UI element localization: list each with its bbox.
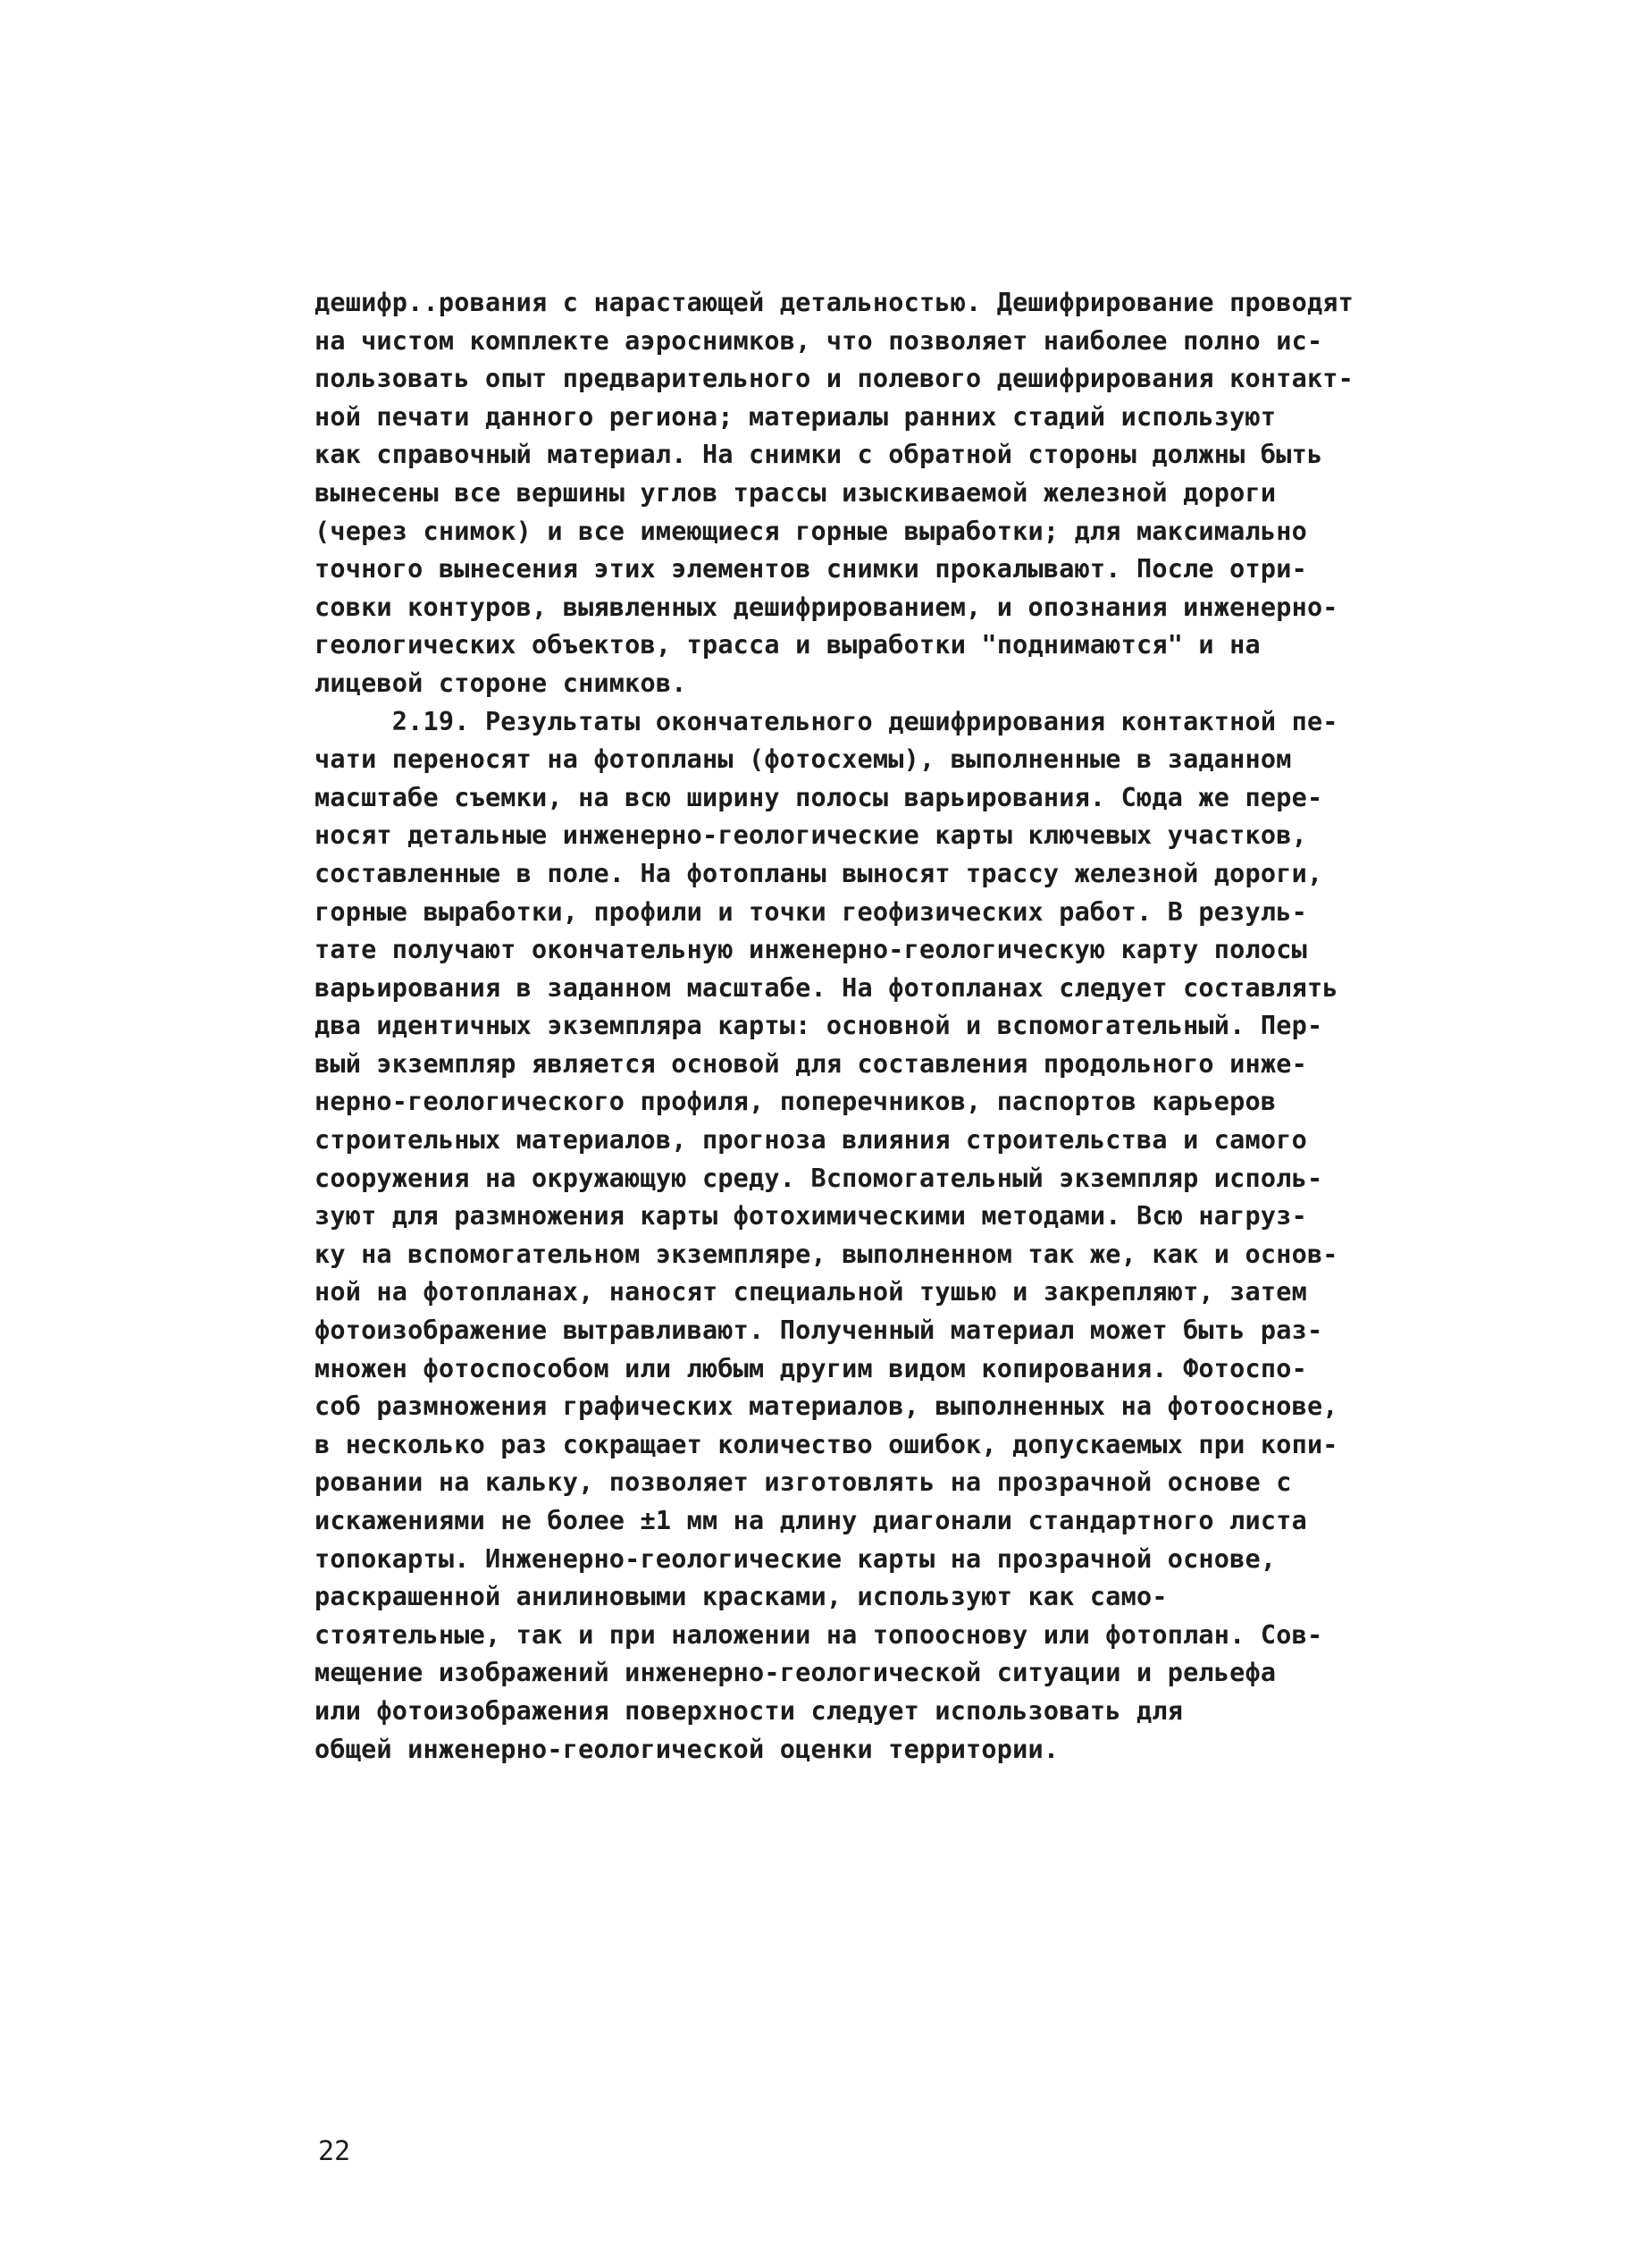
text-line: горные выработки, профили и точки геофизических работ. В резуль- <box>314 896 1307 927</box>
text-line: или фотоизображения поверхности следует использовать для <box>314 1695 1184 1726</box>
text-line: лицевой стороне снимков. <box>314 668 687 698</box>
text-line: стоятельные, так и при наложении на топооснову или фотоплан. Сов- <box>314 1619 1323 1650</box>
text-line: пользовать опыт предварительного и полевого дешифрирования контакт- <box>314 364 1354 394</box>
text-line: (через снимок) и все имеющиеся горные выработки; для максимально <box>314 516 1307 546</box>
text-line: зуют для размножения карты фотохимическими методами. Всю нагруз- <box>314 1201 1307 1231</box>
text-line: соб размножения графических материалов, выполненных на фотооснове, <box>314 1391 1338 1422</box>
text-line: сооружения на окружающую среду. Вспомогательный экземпляр исполь- <box>314 1163 1323 1193</box>
text-line: два идентичных экземпляра карты: основной и вспомогательный. Пер- <box>314 1011 1323 1041</box>
text-line: масштабе съемки, на всю ширину полосы варьирования. Сюда же пере- <box>314 782 1323 812</box>
page-number: 22 <box>318 2136 351 2167</box>
text-line: в несколько раз сокращает количество ошибок, допускаемых при копи- <box>314 1429 1338 1459</box>
text-line: составленные в поле. На фотопланы выносят трассу железной дороги, <box>314 858 1323 888</box>
body-text <box>314 284 1547 1769</box>
text-line: искажениями не более ±1 мм на длину диагонали стандартного листа <box>314 1506 1307 1535</box>
text-line: тате получают окончательную инженерно-геологическую карту полосы <box>314 935 1307 965</box>
text-line: ровании на кальку, позволяет изготовлять на прозрачной основе с <box>314 1467 1292 1498</box>
text-line: дешифр..рования с нарастающей детальностью. Дешифрирование проводят <box>314 288 1354 317</box>
text-line: общей инженерно-геологической оценки территории. <box>314 1734 1060 1764</box>
text-line: вынесены все вершины углов трассы изыскиваемой железной дороги <box>314 477 1277 508</box>
text-line: ку на вспомогательном экземпляре, выполненном так же, как и основ- <box>314 1239 1338 1269</box>
text-line: ной печати данного региона; материалы ранних стадий используют <box>314 401 1277 432</box>
text-line: множен фотоспособом или любым другим видом копирования. Фотоспо- <box>314 1353 1307 1383</box>
text-line: вый экземпляр является основой для составления продольного инже- <box>314 1048 1307 1079</box>
text-line: ной на фотопланах, наносят специальной тушью и закрепляют, затем <box>314 1277 1307 1307</box>
text-line: варьирования в заданном масштабе. На фотопланах следует составлять <box>314 972 1338 1003</box>
text-line: фотоизображение вытравливают. Полученный материал может быть раз- <box>314 1315 1323 1346</box>
text-line: чати переносят на фотопланы (фотосхемы), выполненные в заданном <box>314 744 1292 775</box>
text-line: носят детальные инженерно-геологические карты ключевых участков, <box>314 820 1307 851</box>
text-line: топокарты. Инженерно-геологические карты на прозрачной основе, <box>314 1543 1277 1574</box>
text-line: геологических объектов, трасса и выработки "поднимаются" и на <box>314 630 1261 660</box>
text-line: совки контуров, выявленных дешифрированием, и опознания инженерно- <box>314 592 1338 622</box>
text-line: как справочный материал. На снимки с обратной стороны должны быть <box>314 440 1323 470</box>
text-line: строительных материалов, прогноза влияния строительства и самого <box>314 1125 1307 1156</box>
text-line: на чистом комплекте аэроснимков, что позволяет наиболее полно ис- <box>314 325 1323 356</box>
text-line: нерно-геологического профиля, поперечников, паспортов карьеров <box>314 1087 1277 1117</box>
text-line: точного вынесения этих элементов снимки прокалывают. После отри- <box>314 554 1307 584</box>
text-line: 2.19. Результаты окончательного дешифрирования контактной пе- <box>314 706 1338 736</box>
text-line: мещение изображений инженерно-геологической ситуации и рельефа <box>314 1658 1277 1688</box>
text-line: раскрашенной анилиновыми красками, используют как само- <box>314 1582 1168 1612</box>
